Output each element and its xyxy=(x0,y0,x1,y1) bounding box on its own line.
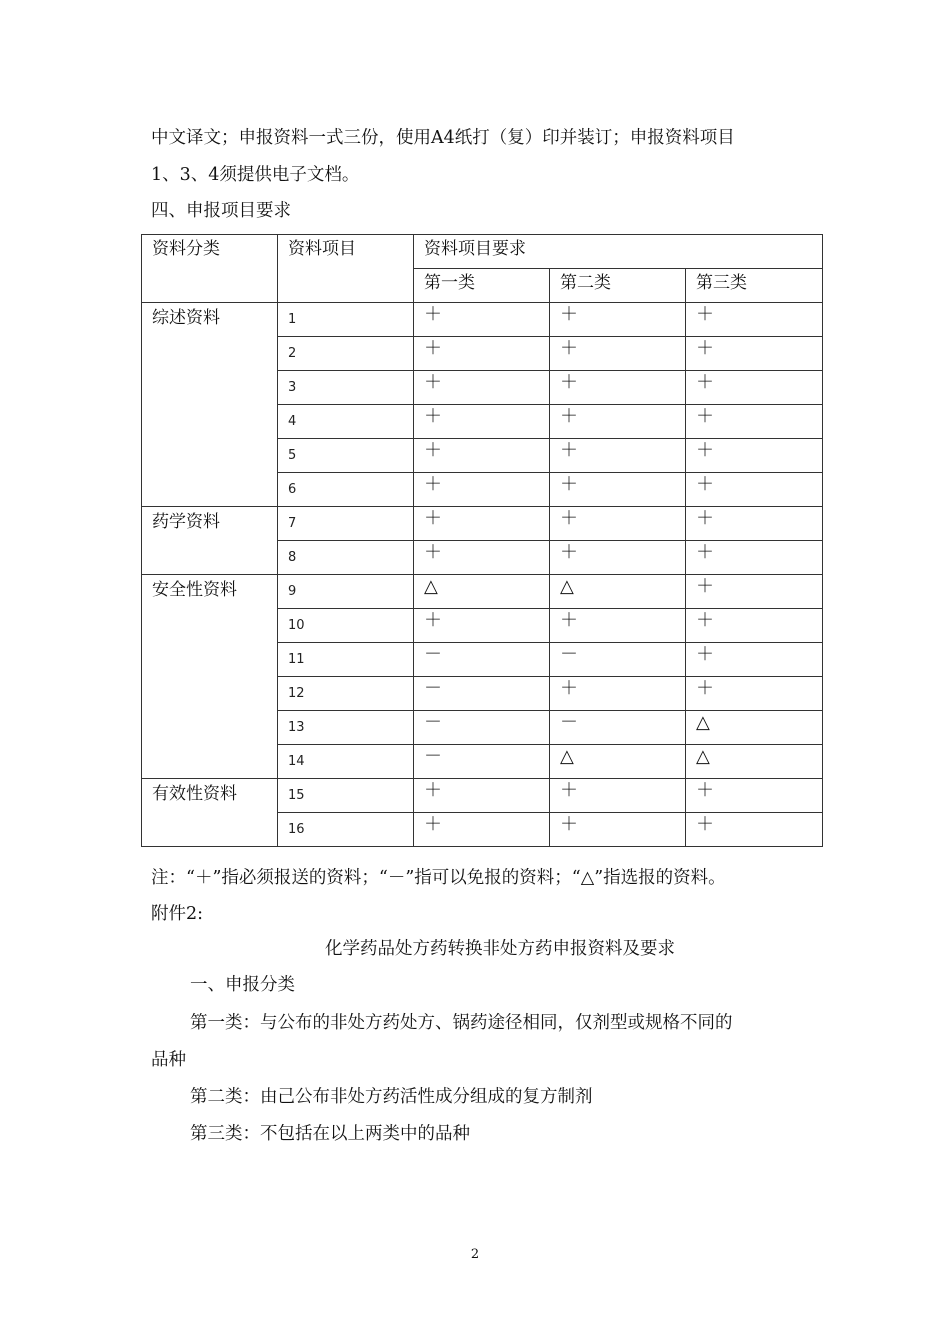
table-row xyxy=(142,303,823,337)
requirement-class-2-cell: ＋ xyxy=(550,813,686,847)
item-number-cell: 10 xyxy=(278,609,414,643)
category-cell: 安全性资料 xyxy=(142,575,278,779)
header-class-1: 第一类 xyxy=(414,269,550,303)
requirement-class-2-cell: ＋ xyxy=(550,303,686,337)
requirement-class-3-cell: ＋ xyxy=(686,779,823,813)
requirement-class-1-cell: ＋ xyxy=(414,541,550,575)
requirement-class-3-cell: ＋ xyxy=(686,439,823,473)
requirement-class-2-cell: ＋ xyxy=(550,473,686,507)
item-number-cell: 5 xyxy=(278,439,414,473)
requirement-class-2-cell: ＋ xyxy=(550,677,686,711)
attachment-label: 附件2: xyxy=(151,904,204,924)
requirement-class-2-cell: ＋ xyxy=(550,541,686,575)
requirement-class-3-cell: ＋ xyxy=(686,643,823,677)
table-row xyxy=(142,507,823,541)
requirement-class-1-cell: ＋ xyxy=(414,473,550,507)
requirement-class-1-cell: － xyxy=(414,711,550,745)
requirement-class-3-cell: △ xyxy=(686,711,823,745)
item-number-cell: 13 xyxy=(278,711,414,745)
requirements-table xyxy=(141,234,823,847)
requirement-class-1-cell: ＋ xyxy=(414,507,550,541)
requirement-class-3-cell: ＋ xyxy=(686,473,823,507)
item-number-cell: 12 xyxy=(278,677,414,711)
class-2-text: 第二类：由己公布非处方药活性成分组成的复方制剂 xyxy=(190,1087,593,1107)
requirement-class-2-cell: △ xyxy=(550,745,686,779)
requirement-class-1-cell: － xyxy=(414,643,550,677)
requirement-class-1-cell: ＋ xyxy=(414,337,550,371)
item-number-cell: 9 xyxy=(278,575,414,609)
intro-line-2: 1、3、4须提供电子文档。 xyxy=(151,165,360,185)
requirement-class-3-cell: ＋ xyxy=(686,575,823,609)
requirement-class-2-cell: ＋ xyxy=(550,439,686,473)
requirement-class-1-cell: ＋ xyxy=(414,779,550,813)
page-number: 2 xyxy=(470,1247,480,1262)
requirement-class-3-cell: ＋ xyxy=(686,507,823,541)
requirement-class-1-cell: ＋ xyxy=(414,303,550,337)
section-4-heading: 四、申报项目要求 xyxy=(151,201,291,221)
item-number-cell: 1 xyxy=(278,303,414,337)
item-number-cell: 14 xyxy=(278,745,414,779)
requirement-class-3-cell: ＋ xyxy=(686,541,823,575)
requirement-class-1-cell: － xyxy=(414,677,550,711)
category-cell: 综述资料 xyxy=(142,303,278,507)
requirement-class-3-cell: ＋ xyxy=(686,371,823,405)
requirement-class-1-cell: ＋ xyxy=(414,405,550,439)
requirement-class-2-cell: － xyxy=(550,711,686,745)
requirement-class-2-cell: － xyxy=(550,643,686,677)
requirement-class-2-cell: ＋ xyxy=(550,405,686,439)
header-category: 资料分类 xyxy=(142,235,278,303)
item-number-cell: 11 xyxy=(278,643,414,677)
category-cell: 药学资料 xyxy=(142,507,278,575)
class-1-text-continued: 品种 xyxy=(151,1050,186,1070)
intro-line-1: 中文译文；申报资料一式三份，使用A4纸打（复）印并装订；申报资料项目 xyxy=(151,128,735,148)
item-number-cell: 16 xyxy=(278,813,414,847)
header-item: 资料项目 xyxy=(278,235,414,303)
requirement-class-2-cell: △ xyxy=(550,575,686,609)
header-class-2: 第二类 xyxy=(550,269,686,303)
table-note: 注：“＋”指必须报送的资料；“－”指可以免报的资料；“△”指选报的资料。 xyxy=(151,868,726,888)
requirement-class-1-cell: ＋ xyxy=(414,609,550,643)
attachment-title: 化学药品处方药转换非处方药申报资料及要求 xyxy=(325,939,675,959)
requirement-class-2-cell: ＋ xyxy=(550,507,686,541)
requirement-class-3-cell: ＋ xyxy=(686,303,823,337)
item-number-cell: 4 xyxy=(278,405,414,439)
requirement-class-1-cell: ＋ xyxy=(414,439,550,473)
header-requirements: 资料项目要求 xyxy=(414,235,823,269)
class-1-text: 第一类：与公布的非处方药处方、锅药途径相同，仅剂型或规格不同的 xyxy=(190,1013,733,1033)
item-number-cell: 6 xyxy=(278,473,414,507)
category-cell: 有效性资料 xyxy=(142,779,278,847)
item-number-cell: 7 xyxy=(278,507,414,541)
header-class-3: 第三类 xyxy=(686,269,823,303)
requirement-class-3-cell: ＋ xyxy=(686,337,823,371)
item-number-cell: 2 xyxy=(278,337,414,371)
table-row xyxy=(142,575,823,609)
section-1-heading: 一、申报分类 xyxy=(190,975,295,995)
requirement-class-1-cell: ＋ xyxy=(414,813,550,847)
requirement-class-2-cell: ＋ xyxy=(550,779,686,813)
requirement-class-2-cell: ＋ xyxy=(550,371,686,405)
requirement-class-2-cell: ＋ xyxy=(550,609,686,643)
requirement-class-1-cell: － xyxy=(414,745,550,779)
item-number-cell: 15 xyxy=(278,779,414,813)
requirement-class-3-cell: △ xyxy=(686,745,823,779)
requirement-class-3-cell: ＋ xyxy=(686,405,823,439)
requirement-class-1-cell: △ xyxy=(414,575,550,609)
table-header-row xyxy=(142,235,823,269)
class-3-text: 第三类：不包括在以上两类中的品种 xyxy=(190,1124,470,1144)
requirement-class-2-cell: ＋ xyxy=(550,337,686,371)
requirement-class-1-cell: ＋ xyxy=(414,371,550,405)
table-row xyxy=(142,779,823,813)
requirement-class-3-cell: ＋ xyxy=(686,609,823,643)
item-number-cell: 8 xyxy=(278,541,414,575)
item-number-cell: 3 xyxy=(278,371,414,405)
requirement-class-3-cell: ＋ xyxy=(686,813,823,847)
requirement-class-3-cell: ＋ xyxy=(686,677,823,711)
